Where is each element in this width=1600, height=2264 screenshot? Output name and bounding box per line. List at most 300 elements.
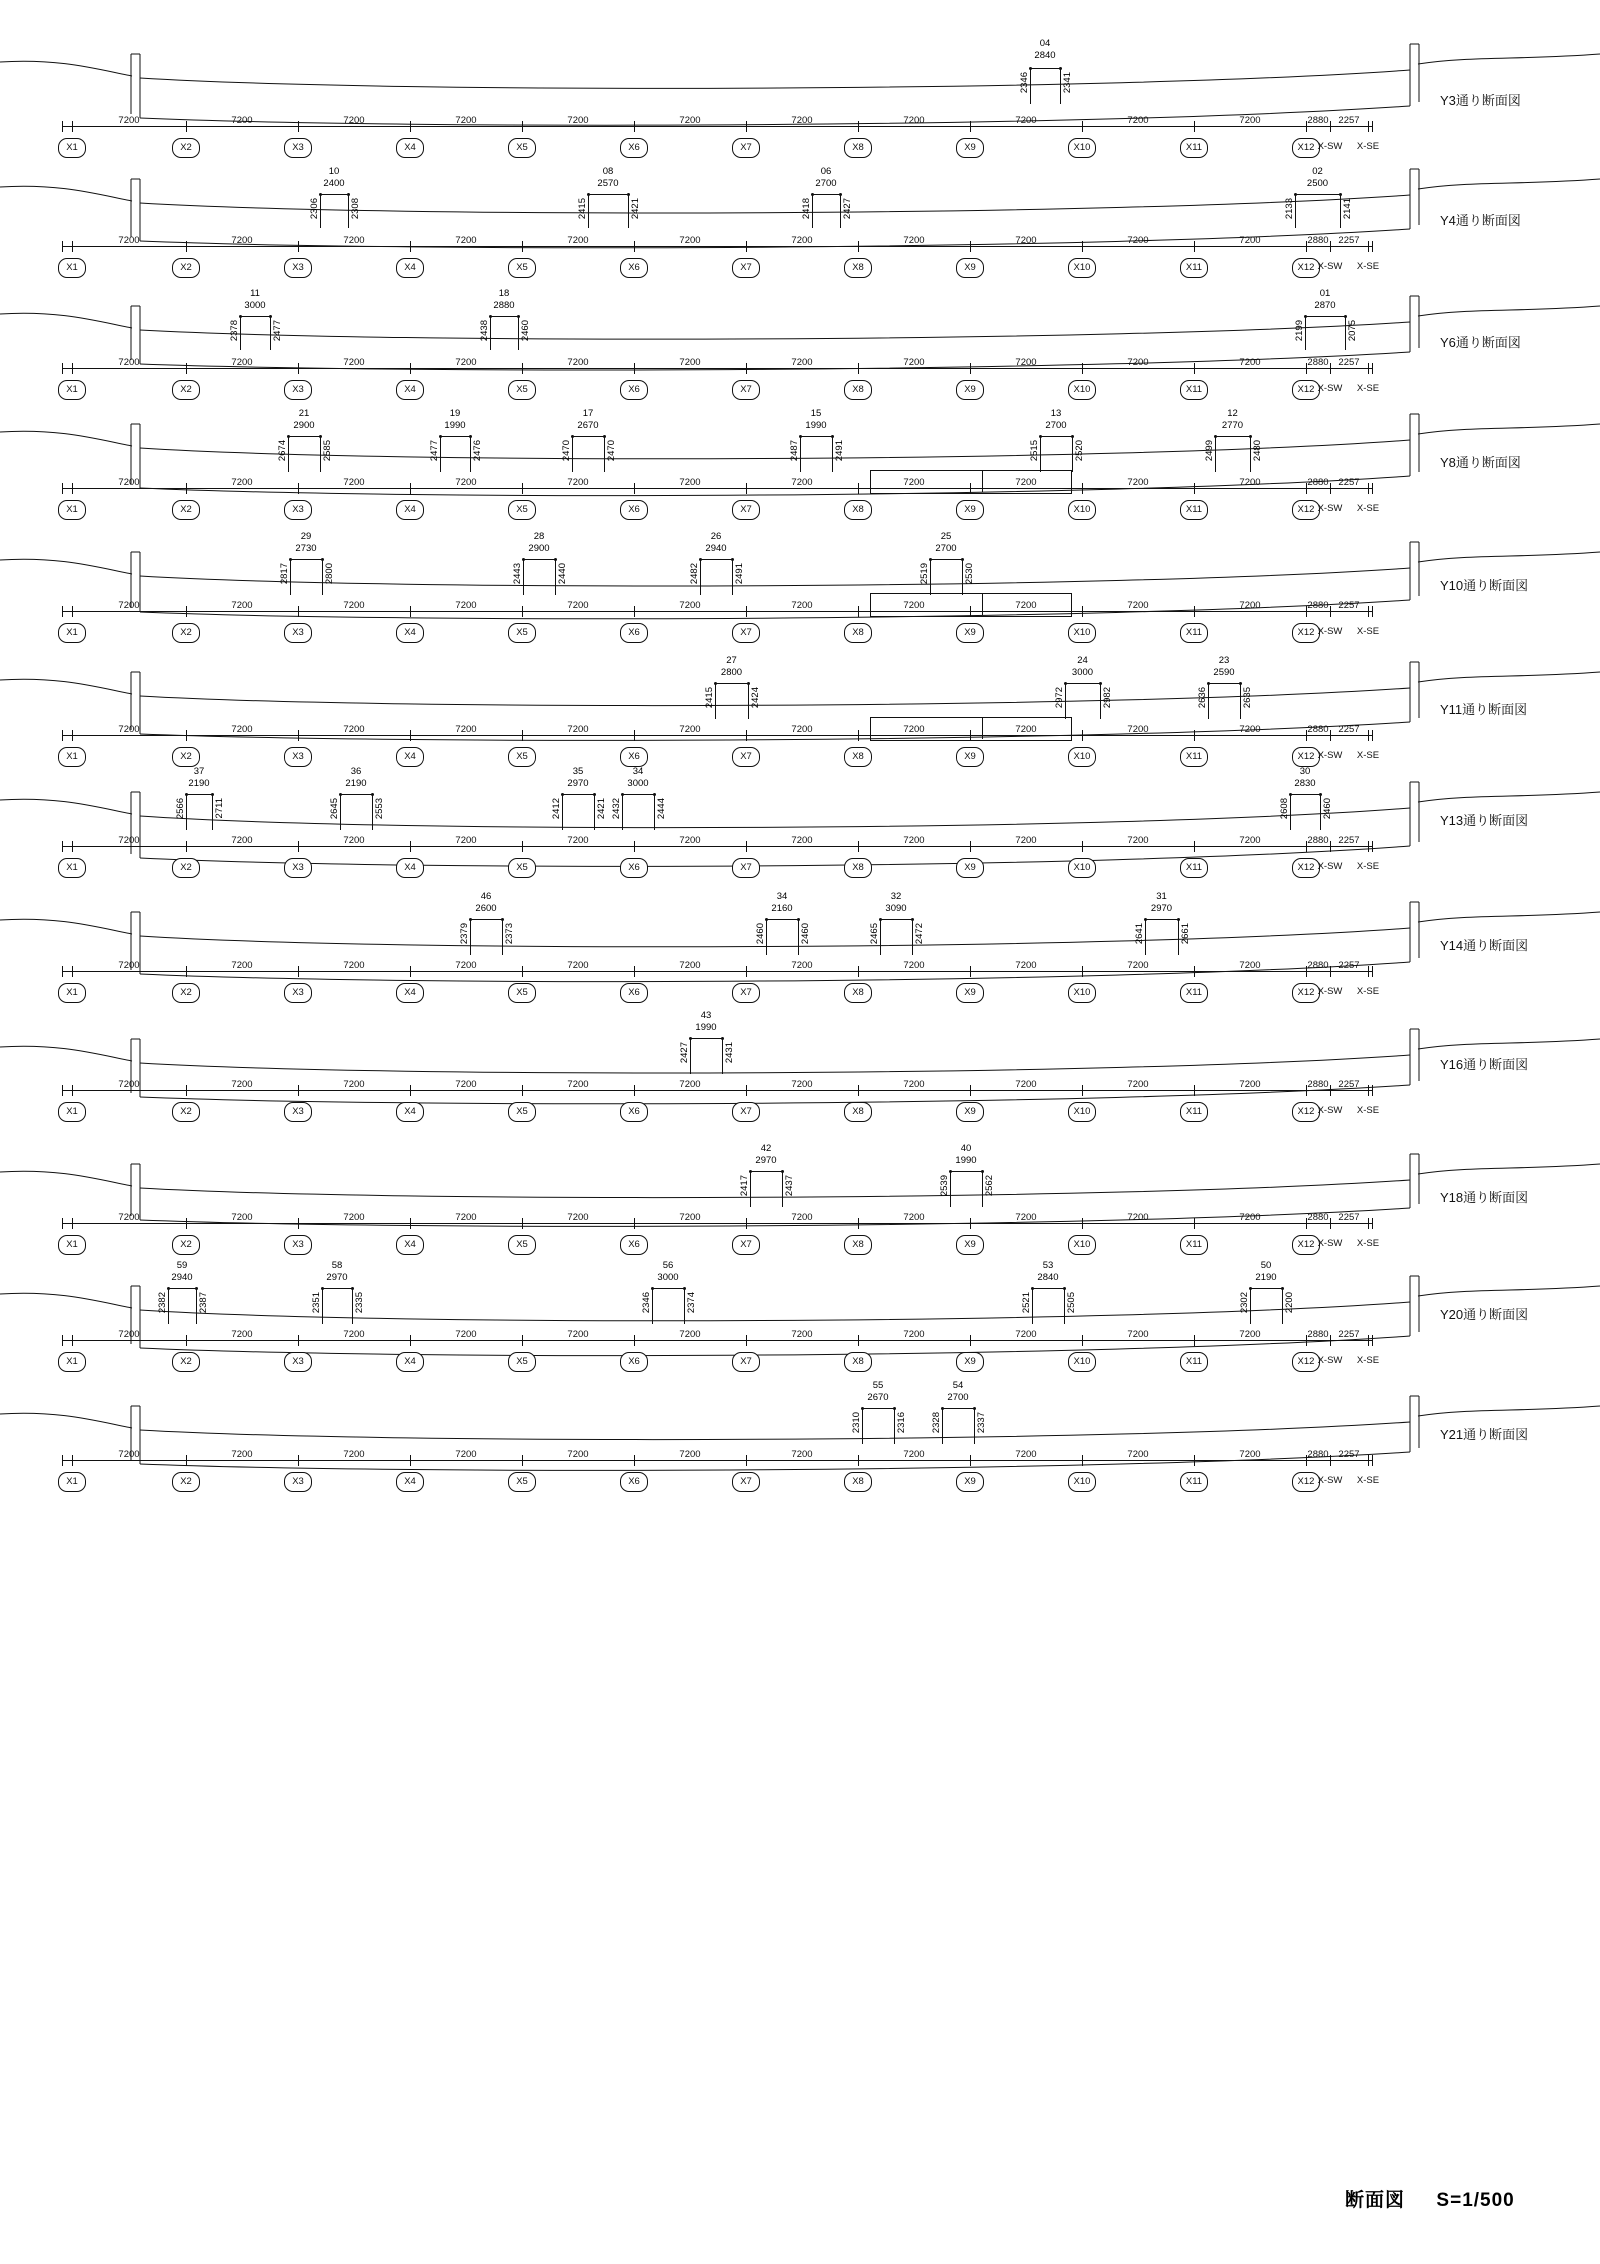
dimension-tick — [522, 363, 523, 374]
grid-bubble-x10[interactable]: X10 — [1068, 983, 1096, 1003]
grid-bubble-x8[interactable]: X8 — [844, 983, 872, 1003]
callout-leader-line — [1240, 683, 1241, 719]
callout-bar — [340, 794, 372, 795]
grid-bubble-x4[interactable]: X4 — [396, 858, 424, 878]
grid-bubble-x-se[interactable]: X-SE — [1356, 986, 1380, 997]
dimension-tick — [1368, 363, 1369, 374]
grid-bubble-x2[interactable]: X2 — [172, 747, 200, 767]
grid-bubble-x7[interactable]: X7 — [732, 858, 760, 878]
grid-bubble-x8[interactable]: X8 — [844, 858, 872, 878]
grid-bubble-x8[interactable]: X8 — [844, 1472, 872, 1492]
grid-bubble-x1[interactable]: X1 — [58, 858, 86, 878]
grid-bubble-x11[interactable]: X11 — [1180, 138, 1208, 158]
callout-right-value: 2440 — [557, 563, 568, 585]
dimension-tick — [410, 1335, 411, 1346]
grid-bubble-x11[interactable]: X11 — [1180, 858, 1208, 878]
callout-right-value: 2374 — [686, 1292, 697, 1314]
span-dimension: 7200 — [567, 1212, 589, 1223]
grid-bubble-x11[interactable]: X11 — [1180, 1472, 1208, 1492]
callout-leader-line — [322, 559, 323, 595]
grid-bubble-x10[interactable]: X10 — [1068, 747, 1096, 767]
dimension-tick — [298, 1085, 299, 1096]
dimension-tick — [1330, 1218, 1331, 1229]
span-dimension: 7200 — [455, 960, 477, 971]
span-dimension: 7200 — [1015, 357, 1037, 368]
grid-bubble-x-sw[interactable]: X-SW — [1317, 1475, 1343, 1486]
grid-bubble-x8[interactable]: X8 — [844, 258, 872, 278]
grid-bubble-x4[interactable]: X4 — [396, 983, 424, 1003]
grid-bubble-x9[interactable]: X9 — [956, 138, 984, 158]
grid-bubble-x12[interactable]: X12 — [1292, 1102, 1320, 1122]
grid-bubble-x5[interactable]: X5 — [508, 380, 536, 400]
grid-bubble-x8[interactable]: X8 — [844, 747, 872, 767]
dimension-tick — [858, 241, 859, 252]
callout-bar — [1305, 316, 1345, 317]
callout-right-value: 2460 — [800, 923, 811, 945]
callout-leader-line — [240, 316, 241, 350]
dimension-tick — [186, 841, 187, 852]
callout-leader-line — [270, 316, 271, 350]
span-dimension: 7200 — [1239, 1212, 1261, 1223]
dimension-tick — [1194, 483, 1195, 494]
grid-bubble-x6[interactable]: X6 — [620, 1472, 648, 1492]
grid-bubble-x6[interactable]: X6 — [620, 858, 648, 878]
grid-bubble-x5[interactable]: X5 — [508, 500, 536, 520]
grid-bubble-x4[interactable]: X4 — [396, 500, 424, 520]
callout-right-value: 2472 — [914, 923, 925, 945]
callout-number: 18 — [498, 288, 510, 299]
grid-bubble-x-se[interactable]: X-SE — [1356, 141, 1380, 152]
callout-left-value: 2133 — [1284, 198, 1295, 220]
grid-bubble-x6[interactable]: X6 — [620, 747, 648, 767]
grid-bubble-x-se[interactable]: X-SE — [1356, 861, 1380, 872]
grid-bubble-x2[interactable]: X2 — [172, 380, 200, 400]
span-dimension: 7200 — [903, 357, 925, 368]
callout-number: 30 — [1299, 766, 1311, 777]
grid-bubble-x5[interactable]: X5 — [508, 858, 536, 878]
dimension-tick — [522, 1218, 523, 1229]
grid-bubble-x6[interactable]: X6 — [620, 500, 648, 520]
grid-bubble-x-sw[interactable]: X-SW — [1317, 626, 1343, 637]
callout-bar — [1215, 436, 1250, 437]
dimension-tick — [1194, 1335, 1195, 1346]
span-dimension: 7200 — [118, 1449, 140, 1460]
callout-bar — [470, 919, 502, 920]
dimension-line — [62, 1090, 1372, 1091]
grid-bubble-x10[interactable]: X10 — [1068, 1472, 1096, 1492]
grid-bubble-x12[interactable]: X12 — [1292, 500, 1320, 520]
grid-bubble-x5[interactable]: X5 — [508, 983, 536, 1003]
span-dimension: 7200 — [1239, 1329, 1261, 1340]
callout-left-value: 2499 — [1204, 440, 1215, 462]
grid-bubble-x3[interactable]: X3 — [284, 623, 312, 643]
callout-bar — [880, 919, 912, 920]
span-dimension: 2880 — [1307, 960, 1329, 971]
grid-bubble-x6[interactable]: X6 — [620, 138, 648, 158]
span-dimension: 7200 — [343, 235, 365, 246]
grid-bubble-x6[interactable]: X6 — [620, 1102, 648, 1122]
dimension-tick — [62, 730, 63, 741]
grid-bubble-x9[interactable]: X9 — [956, 1472, 984, 1492]
grid-bubble-x-se[interactable]: X-SE — [1356, 1105, 1380, 1116]
dimension-tick — [410, 363, 411, 374]
callout-left-value: 2415 — [577, 198, 588, 220]
grid-bubble-x3[interactable]: X3 — [284, 747, 312, 767]
grid-bubble-x7[interactable]: X7 — [732, 1235, 760, 1255]
callout-span: 2900 — [528, 543, 550, 554]
span-dimension: 7200 — [679, 477, 701, 488]
grid-bubble-x1[interactable]: X1 — [58, 138, 86, 158]
grid-bubble-x9[interactable]: X9 — [956, 983, 984, 1003]
span-dimension: 7200 — [1239, 724, 1261, 735]
grid-bubble-x11[interactable]: X11 — [1180, 1102, 1208, 1122]
grid-axis-row — [0, 960, 1600, 1009]
grid-bubble-x8[interactable]: X8 — [844, 1352, 872, 1372]
grid-bubble-x3[interactable]: X3 — [284, 380, 312, 400]
grid-bubble-x12[interactable]: X12 — [1292, 258, 1320, 278]
callout-right-value: 2460 — [1322, 798, 1333, 820]
grid-bubble-x2[interactable]: X2 — [172, 1472, 200, 1492]
highlighted-span-box[interactable] — [870, 717, 1072, 741]
span-dimension: 7200 — [1239, 600, 1261, 611]
callout-bar — [588, 194, 628, 195]
grid-bubble-x12[interactable]: X12 — [1292, 1235, 1320, 1255]
grid-bubble-x8[interactable]: X8 — [844, 138, 872, 158]
span-dimension: 7200 — [1015, 477, 1037, 488]
grid-bubble-x5[interactable]: X5 — [508, 623, 536, 643]
grid-bubble-x5[interactable]: X5 — [508, 1102, 536, 1122]
callout-number: 06 — [820, 166, 832, 177]
grid-bubble-x-se[interactable]: X-SE — [1356, 1355, 1380, 1366]
grid-bubble-x10[interactable]: X10 — [1068, 258, 1096, 278]
callout-number: 15 — [810, 408, 822, 419]
grid-bubble-x6[interactable]: X6 — [620, 380, 648, 400]
grid-bubble-x12[interactable]: X12 — [1292, 1472, 1320, 1492]
dimension-tick — [522, 730, 523, 741]
callout-left-value: 2645 — [329, 798, 340, 820]
grid-bubble-x3[interactable]: X3 — [284, 1352, 312, 1372]
dimension-line — [62, 1340, 1372, 1341]
grid-bubble-x7[interactable]: X7 — [732, 258, 760, 278]
grid-bubble-x1[interactable]: X1 — [58, 1102, 86, 1122]
callout-leader-line — [1145, 919, 1146, 955]
callout-bar — [168, 1288, 196, 1289]
span-dimension: 7200 — [118, 600, 140, 611]
callout-span: 3000 — [1071, 667, 1094, 678]
grid-bubble-x6[interactable]: X6 — [620, 983, 648, 1003]
grid-bubble-x7[interactable]: X7 — [732, 747, 760, 767]
grid-bubble-x2[interactable]: X2 — [172, 983, 200, 1003]
grid-bubble-x-sw[interactable]: X-SW — [1317, 986, 1343, 997]
callout-number: 28 — [533, 531, 545, 542]
grid-bubble-x7[interactable]: X7 — [732, 500, 760, 520]
grid-bubble-x-se[interactable]: X-SE — [1356, 1475, 1380, 1486]
grid-bubble-x9[interactable]: X9 — [956, 1235, 984, 1255]
dimension-tick — [1368, 606, 1369, 617]
callout-span: 2940 — [171, 1272, 193, 1283]
callout-number: 37 — [193, 766, 205, 777]
grid-bubble-x1[interactable]: X1 — [58, 1472, 86, 1492]
span-dimension: 7200 — [343, 600, 365, 611]
grid-bubble-x8[interactable]: X8 — [844, 500, 872, 520]
grid-bubble-x11[interactable]: X11 — [1180, 747, 1208, 767]
grid-bubble-x-sw[interactable]: X-SW — [1317, 750, 1343, 761]
grid-bubble-x-sw[interactable]: X-SW — [1317, 383, 1343, 394]
dimension-tick — [1368, 1455, 1369, 1466]
span-dimension: 7200 — [567, 1079, 589, 1090]
callout-left-value: 2972 — [1054, 687, 1065, 709]
callout-leader-line — [1250, 1288, 1251, 1324]
sheet-footer — [1345, 2185, 1515, 2212]
grid-bubble-x9[interactable]: X9 — [956, 258, 984, 278]
grid-bubble-x10[interactable]: X10 — [1068, 1102, 1096, 1122]
grid-bubble-x7[interactable]: X7 — [732, 983, 760, 1003]
callout-left-value: 2427 — [679, 1042, 690, 1064]
grid-bubble-x12[interactable]: X12 — [1292, 983, 1320, 1003]
dimension-line — [62, 246, 1372, 247]
span-dimension: 7200 — [903, 1212, 925, 1223]
grid-bubble-x1[interactable]: X1 — [58, 1235, 86, 1255]
grid-bubble-x-sw[interactable]: X-SW — [1317, 1238, 1343, 1249]
grid-bubble-x1[interactable]: X1 — [58, 1352, 86, 1372]
callout-bar — [186, 794, 212, 795]
callout-number: 29 — [300, 531, 312, 542]
grid-bubble-x2[interactable]: X2 — [172, 1352, 200, 1372]
grid-bubble-x2[interactable]: X2 — [172, 138, 200, 158]
grid-bubble-x12[interactable]: X12 — [1292, 1352, 1320, 1372]
callout-leader-line — [982, 1171, 983, 1207]
callout-bar — [715, 683, 748, 684]
grid-bubble-x10[interactable]: X10 — [1068, 380, 1096, 400]
callout-span: 2400 — [323, 178, 345, 189]
grid-bubble-x2[interactable]: X2 — [172, 858, 200, 878]
grid-bubble-x3[interactable]: X3 — [284, 1235, 312, 1255]
grid-bubble-x-se[interactable]: X-SE — [1356, 261, 1380, 272]
callout-right-value: 2341 — [1062, 72, 1073, 94]
grid-bubble-x7[interactable]: X7 — [732, 380, 760, 400]
grid-bubble-x9[interactable]: X9 — [956, 1352, 984, 1372]
span-dimension: 7200 — [679, 724, 701, 735]
grid-bubble-x2[interactable]: X2 — [172, 623, 200, 643]
callout-leader-line — [894, 1408, 895, 1444]
grid-bubble-x12[interactable]: X12 — [1292, 380, 1320, 400]
grid-bubble-x3[interactable]: X3 — [284, 500, 312, 520]
grid-bubble-x10[interactable]: X10 — [1068, 1352, 1096, 1372]
grid-bubble-x5[interactable]: X5 — [508, 258, 536, 278]
grid-bubble-x12[interactable]: X12 — [1292, 747, 1320, 767]
callout-bar — [562, 794, 594, 795]
grid-bubble-x10[interactable]: X10 — [1068, 138, 1096, 158]
grid-bubble-x5[interactable]: X5 — [508, 1352, 536, 1372]
grid-bubble-x-sw[interactable]: X-SW — [1317, 1355, 1343, 1366]
grid-bubble-x9[interactable]: X9 — [956, 858, 984, 878]
grid-bubble-x4[interactable]: X4 — [396, 747, 424, 767]
dimension-tick — [62, 241, 63, 252]
callout-leader-line — [502, 919, 503, 955]
grid-bubble-x-sw[interactable]: X-SW — [1317, 141, 1343, 152]
span-dimension: 7200 — [1127, 1449, 1149, 1460]
span-dimension: 7200 — [1239, 960, 1261, 971]
grid-bubble-x4[interactable]: X4 — [396, 258, 424, 278]
grid-bubble-x8[interactable]: X8 — [844, 1102, 872, 1122]
grid-bubble-x6[interactable]: X6 — [620, 258, 648, 278]
dimension-tick — [186, 483, 187, 494]
grid-bubble-x5[interactable]: X5 — [508, 747, 536, 767]
grid-bubble-x1[interactable]: X1 — [58, 380, 86, 400]
grid-bubble-x8[interactable]: X8 — [844, 1235, 872, 1255]
highlighted-span-box[interactable] — [870, 593, 1072, 617]
grid-bubble-x4[interactable]: X4 — [396, 1102, 424, 1122]
grid-bubble-x7[interactable]: X7 — [732, 138, 760, 158]
dimension-tick — [522, 1455, 523, 1466]
callout-number: 01 — [1319, 288, 1331, 299]
grid-bubble-x2[interactable]: X2 — [172, 1102, 200, 1122]
grid-bubble-x2[interactable]: X2 — [172, 258, 200, 278]
dimension-tick — [970, 841, 971, 852]
grid-bubble-x11[interactable]: X11 — [1180, 983, 1208, 1003]
callout-number: 43 — [700, 1010, 712, 1021]
grid-bubble-x-se[interactable]: X-SE — [1356, 750, 1380, 761]
callout-right-value: 2387 — [198, 1292, 209, 1314]
grid-bubble-x9[interactable]: X9 — [956, 747, 984, 767]
callout-right-value: 2470 — [606, 440, 617, 462]
grid-bubble-x-se[interactable]: X-SE — [1356, 626, 1380, 637]
grid-bubble-x9[interactable]: X9 — [956, 623, 984, 643]
grid-bubble-x3[interactable]: X3 — [284, 1102, 312, 1122]
highlighted-span-box[interactable] — [870, 470, 1072, 494]
grid-bubble-x10[interactable]: X10 — [1068, 858, 1096, 878]
grid-bubble-x10[interactable]: X10 — [1068, 1235, 1096, 1255]
grid-bubble-x3[interactable]: X3 — [284, 258, 312, 278]
grid-bubble-x11[interactable]: X11 — [1180, 500, 1208, 520]
callout-number: 46 — [480, 891, 492, 902]
dimension-tick — [1372, 966, 1373, 977]
grid-bubble-x3[interactable]: X3 — [284, 138, 312, 158]
callout-leader-line — [654, 794, 655, 830]
dimension-tick — [1194, 841, 1195, 852]
grid-bubble-x3[interactable]: X3 — [284, 1472, 312, 1492]
callout-right-value: 2480 — [1252, 440, 1263, 462]
grid-bubble-x4[interactable]: X4 — [396, 138, 424, 158]
grid-bubble-x1[interactable]: X1 — [58, 623, 86, 643]
grid-bubble-x9[interactable]: X9 — [956, 500, 984, 520]
grid-bubble-x4[interactable]: X4 — [396, 1352, 424, 1372]
grid-bubble-x-se[interactable]: X-SE — [1356, 383, 1380, 394]
span-dimension: 7200 — [231, 724, 253, 735]
grid-bubble-x10[interactable]: X10 — [1068, 500, 1096, 520]
grid-bubble-x11[interactable]: X11 — [1180, 623, 1208, 643]
span-dimension: 7200 — [118, 960, 140, 971]
callout-leader-line — [212, 794, 213, 830]
dimension-line — [62, 488, 1372, 489]
grid-bubble-x3[interactable]: X3 — [284, 983, 312, 1003]
grid-bubble-x4[interactable]: X4 — [396, 1472, 424, 1492]
grid-bubble-x12[interactable]: X12 — [1292, 138, 1320, 158]
grid-bubble-x2[interactable]: X2 — [172, 500, 200, 520]
grid-bubble-x5[interactable]: X5 — [508, 1235, 536, 1255]
highlight-divider — [982, 470, 983, 492]
callout-bar — [1290, 794, 1320, 795]
grid-bubble-x8[interactable]: X8 — [844, 380, 872, 400]
grid-bubble-x11[interactable]: X11 — [1180, 1235, 1208, 1255]
grid-bubble-x1[interactable]: X1 — [58, 983, 86, 1003]
grid-bubble-x8[interactable]: X8 — [844, 623, 872, 643]
callout-right-value: 2530 — [964, 563, 975, 585]
grid-bubble-x12[interactable]: X12 — [1292, 858, 1320, 878]
span-dimension: 2257 — [1338, 1079, 1360, 1090]
dimension-tick — [970, 1085, 971, 1096]
callout-right-value: 2711 — [214, 798, 225, 819]
grid-bubble-x4[interactable]: X4 — [396, 380, 424, 400]
grid-bubble-x-se[interactable]: X-SE — [1356, 503, 1380, 514]
grid-bubble-x7[interactable]: X7 — [732, 623, 760, 643]
span-dimension: 7200 — [455, 477, 477, 488]
section-title: Y21通り断面図 — [1440, 1427, 1529, 1442]
grid-bubble-x7[interactable]: X7 — [732, 1472, 760, 1492]
span-dimension: 7200 — [1239, 835, 1261, 846]
grid-bubble-x7[interactable]: X7 — [732, 1102, 760, 1122]
grid-bubble-x11[interactable]: X11 — [1180, 258, 1208, 278]
grid-bubble-x6[interactable]: X6 — [620, 1235, 648, 1255]
grid-bubble-x1[interactable]: X1 — [58, 500, 86, 520]
callout-span: 3000 — [244, 300, 266, 311]
dimension-tick — [1082, 841, 1083, 852]
callout-number: 12 — [1227, 408, 1238, 419]
dimension-tick — [1330, 363, 1331, 374]
callout-bar — [1250, 1288, 1282, 1289]
grid-bubble-x-se[interactable]: X-SE — [1356, 1238, 1380, 1249]
grid-bubble-x4[interactable]: X4 — [396, 1235, 424, 1255]
grid-bubble-x4[interactable]: X4 — [396, 623, 424, 643]
span-dimension: 2880 — [1307, 115, 1329, 126]
grid-bubble-x11[interactable]: X11 — [1180, 380, 1208, 400]
grid-bubble-x9[interactable]: X9 — [956, 380, 984, 400]
grid-bubble-x10[interactable]: X10 — [1068, 623, 1096, 643]
callout-left-value: 2470 — [561, 440, 572, 462]
grid-bubble-x-sw[interactable]: X-SW — [1317, 1105, 1343, 1116]
grid-bubble-x-sw[interactable]: X-SW — [1317, 261, 1343, 272]
grid-bubble-x1[interactable]: X1 — [58, 747, 86, 767]
grid-bubble-x6[interactable]: X6 — [620, 1352, 648, 1372]
grid-bubble-x5[interactable]: X5 — [508, 1472, 536, 1492]
grid-bubble-x-sw[interactable]: X-SW — [1317, 861, 1343, 872]
callout-leader-line — [604, 436, 605, 472]
grid-bubble-x3[interactable]: X3 — [284, 858, 312, 878]
callout-bar — [950, 1171, 982, 1172]
callout-leader-line — [1215, 436, 1216, 472]
callout-span: 2840 — [1037, 1272, 1059, 1283]
dimension-tick — [186, 121, 187, 132]
callout-bar — [1032, 1288, 1064, 1289]
grid-bubble-x1[interactable]: X1 — [58, 258, 86, 278]
dimension-tick — [1372, 606, 1373, 617]
span-dimension: 7200 — [118, 724, 140, 735]
callout-left-value: 2432 — [611, 798, 622, 820]
callout-leader-line — [684, 1288, 685, 1324]
grid-bubble-x7[interactable]: X7 — [732, 1352, 760, 1372]
grid-bubble-x6[interactable]: X6 — [620, 623, 648, 643]
span-dimension: 2257 — [1338, 115, 1360, 126]
grid-bubble-x5[interactable]: X5 — [508, 138, 536, 158]
grid-bubble-x2[interactable]: X2 — [172, 1235, 200, 1255]
grid-bubble-x-sw[interactable]: X-SW — [1317, 503, 1343, 514]
span-dimension: 7200 — [1127, 835, 1149, 846]
grid-bubble-x9[interactable]: X9 — [956, 1102, 984, 1122]
grid-bubble-x11[interactable]: X11 — [1180, 1352, 1208, 1372]
dimension-tick — [298, 1455, 299, 1466]
grid-bubble-x12[interactable]: X12 — [1292, 623, 1320, 643]
span-dimension: 2880 — [1307, 600, 1329, 611]
